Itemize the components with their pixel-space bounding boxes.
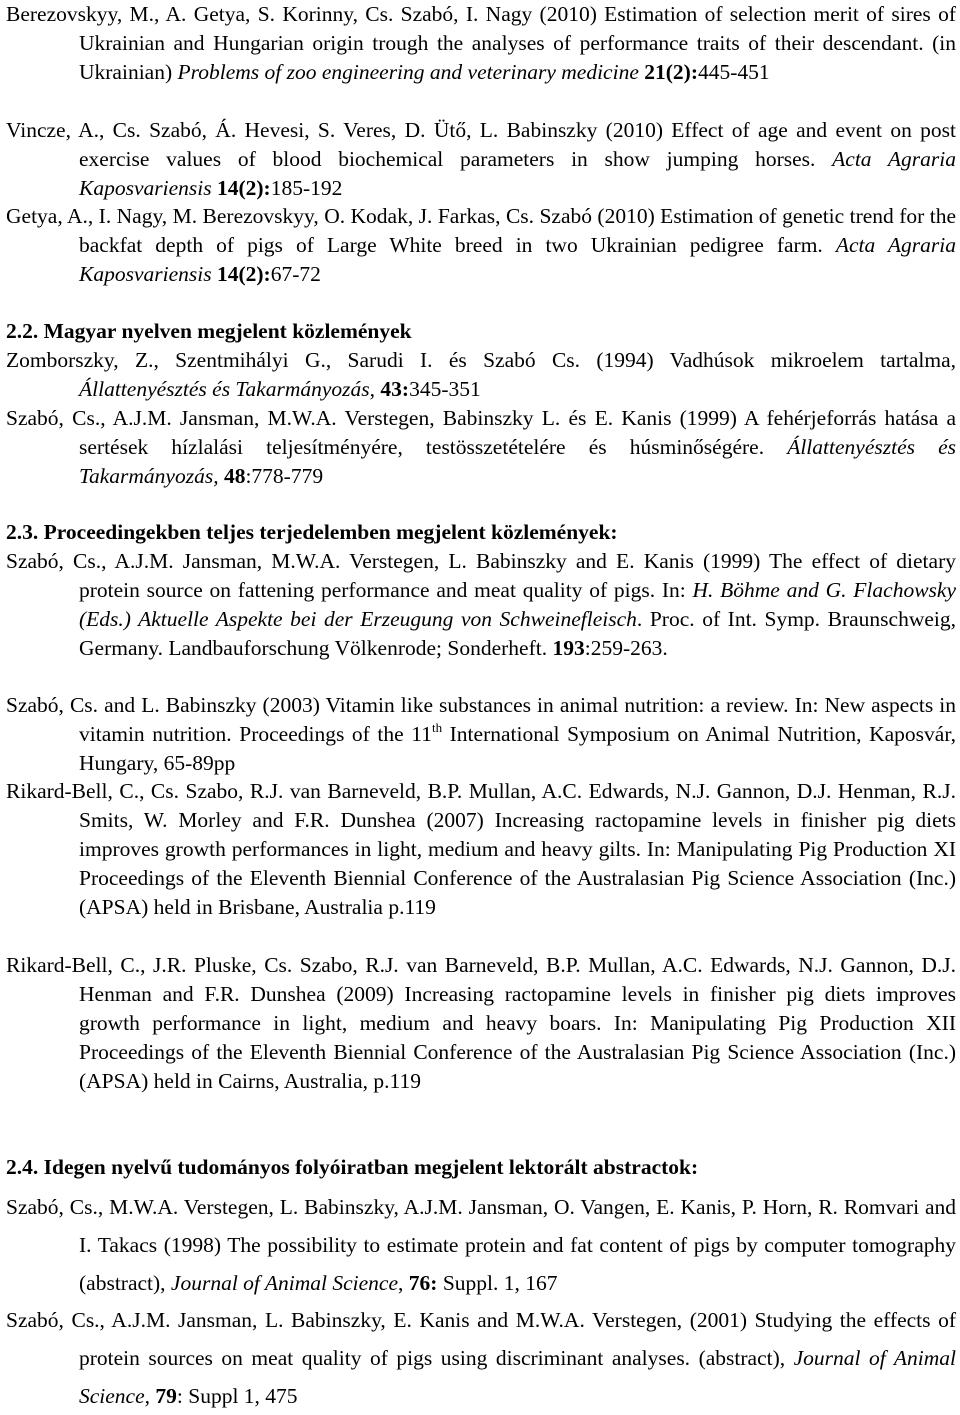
reference-entry: Szabó, Cs., A.J.M. Jansman, L. Babinszky, E. Kanis and M.W.A. Verstegen, (2001) Studying the effects of protein sources on meat quality of pigs using discriminant analyses. (abstract), Journal of Animal Science, 79: Suppl 1, 475 [6, 1308, 956, 1408]
section-heading: 2.3. Proceedingekben teljes terjedelemben megjelent közlemények: [6, 520, 618, 544]
reference-entry: Szabó, Cs., A.J.M. Jansman, M.W.A. Verstegen, Babinszky L. és E. Kanis (1999) A fehérjeforrás hatása a sertések hízlalási teljesítményére, testösszetételére és húsminőségére. Állattenyésztés és Takarmányozás, 48:778-779 [6, 406, 956, 488]
reference-entry: Szabó, Cs. and L. Babinszky (2003) Vitamin like substances in animal nutrition: a review. In: New aspects in vitamin nutrition. Proceedings of the 11th International Symposium on Animal Nutrition, Kaposvár, Hungary, 65-89pp [6, 693, 957, 775]
reference-entry: Szabó, Cs., M.W.A. Verstegen, L. Babinszky, A.J.M. Jansman, O. Vangen, E. Kanis, P. Horn, R. Romvari and I. Takacs (1998) The possibility to estimate protein and fat content of pigs by computer tomography (abstract), Journal of Animal Science, 76: Suppl. 1, 167 [6, 1195, 956, 1295]
reference-entry: Getya, A., I. Nagy, M. Berezovskyy, O. Kodak, J. Farkas, Cs. Szabó (2010) Estimation of genetic trend for the backfat depth of pigs of Large White breed in two Ukrainian pedigree farm. Acta Agraria Kaposvariensis 14(2):67-72 [6, 204, 956, 286]
section-heading: 2.4. Idegen nyelvű tudományos folyóiratban megjelent lektorált abstractok: [6, 1155, 699, 1179]
reference-entry: Rikard-Bell, C., Cs. Szabo, R.J. van Barneveld, B.P. Mullan, A.C. Edwards, N.J. Gannon, D.J. Henman, R.J. Smits, W. Morley and F.R. Dunshea (2007) Increasing ractopamine levels in finisher pig diets improves growth performances in light, medium and heavy gilts. In: Manipulating Pig Production XI Proceedings of the Eleventh Biennial Conference of the Australasian Pig Science Association (Inc.)(APSA) held in Brisbane, Australia p.119 [6, 779, 956, 919]
reference-entry: Berezovskyy, M., A. Getya, S. Korinny, Cs. Szabó, I. Nagy (2010) Estimation of selection merit of sires of Ukrainian and Hungarian origin trough the analyses of performance traits of their descendant. (in Ukrainian) Problems of zoo engineering and veterinary medicine 21(2):445-451 [6, 2, 956, 84]
reference-entry: Vincze, A., Cs. Szabó, Á. Hevesi, S. Veres, D. Ütő, L. Babinszky (2010) Effect of age and event on post exercise values of blood biochemical parameters in show jumping horses. Acta Agraria Kaposvariensis 14(2):185-192 [6, 118, 956, 200]
section-heading: 2.2. Magyar nyelven megjelent közlemények [6, 319, 412, 343]
reference-entry: Rikard-Bell, C., J.R. Pluske, Cs. Szabo, R.J. van Barneveld, B.P. Mullan, A.C. Edwards, N.J. Gannon, D.J. Henman and F.R. Dunshea (2009) Increasing ractopamine levels in finisher pig diets improves growth performance in light, medium and heavy boars. In: Manipulating Pig Production XII Proceedings of the Eleventh Biennial Conference of the Australasian Pig Science Association (Inc.)(APSA) held in Cairns, Australia, p.119 [6, 953, 956, 1093]
reference-entry: Szabó, Cs., A.J.M. Jansman, M.W.A. Verstegen, L. Babinszky and E. Kanis (1999) The effect of dietary protein source on fattening performance and meat quality of pigs. In: H. Böhme and G. Flachowsky (Eds.) Aktuelle Aspekte bei der Erzeugung von Schweinefleisch. Proc. of Int. Symp. Braunschweig, Germany. Landbauforschung Völkenrode; Sonderheft. 193:259-263. [6, 549, 956, 660]
reference-entry: Zomborszky, Z., Szentmihályi G., Sarudi I. és Szabó Cs. (1994) Vadhúsok mikroelem tartalma, Állattenyésztés és Takarmányozás, 43:345-351 [6, 348, 956, 401]
